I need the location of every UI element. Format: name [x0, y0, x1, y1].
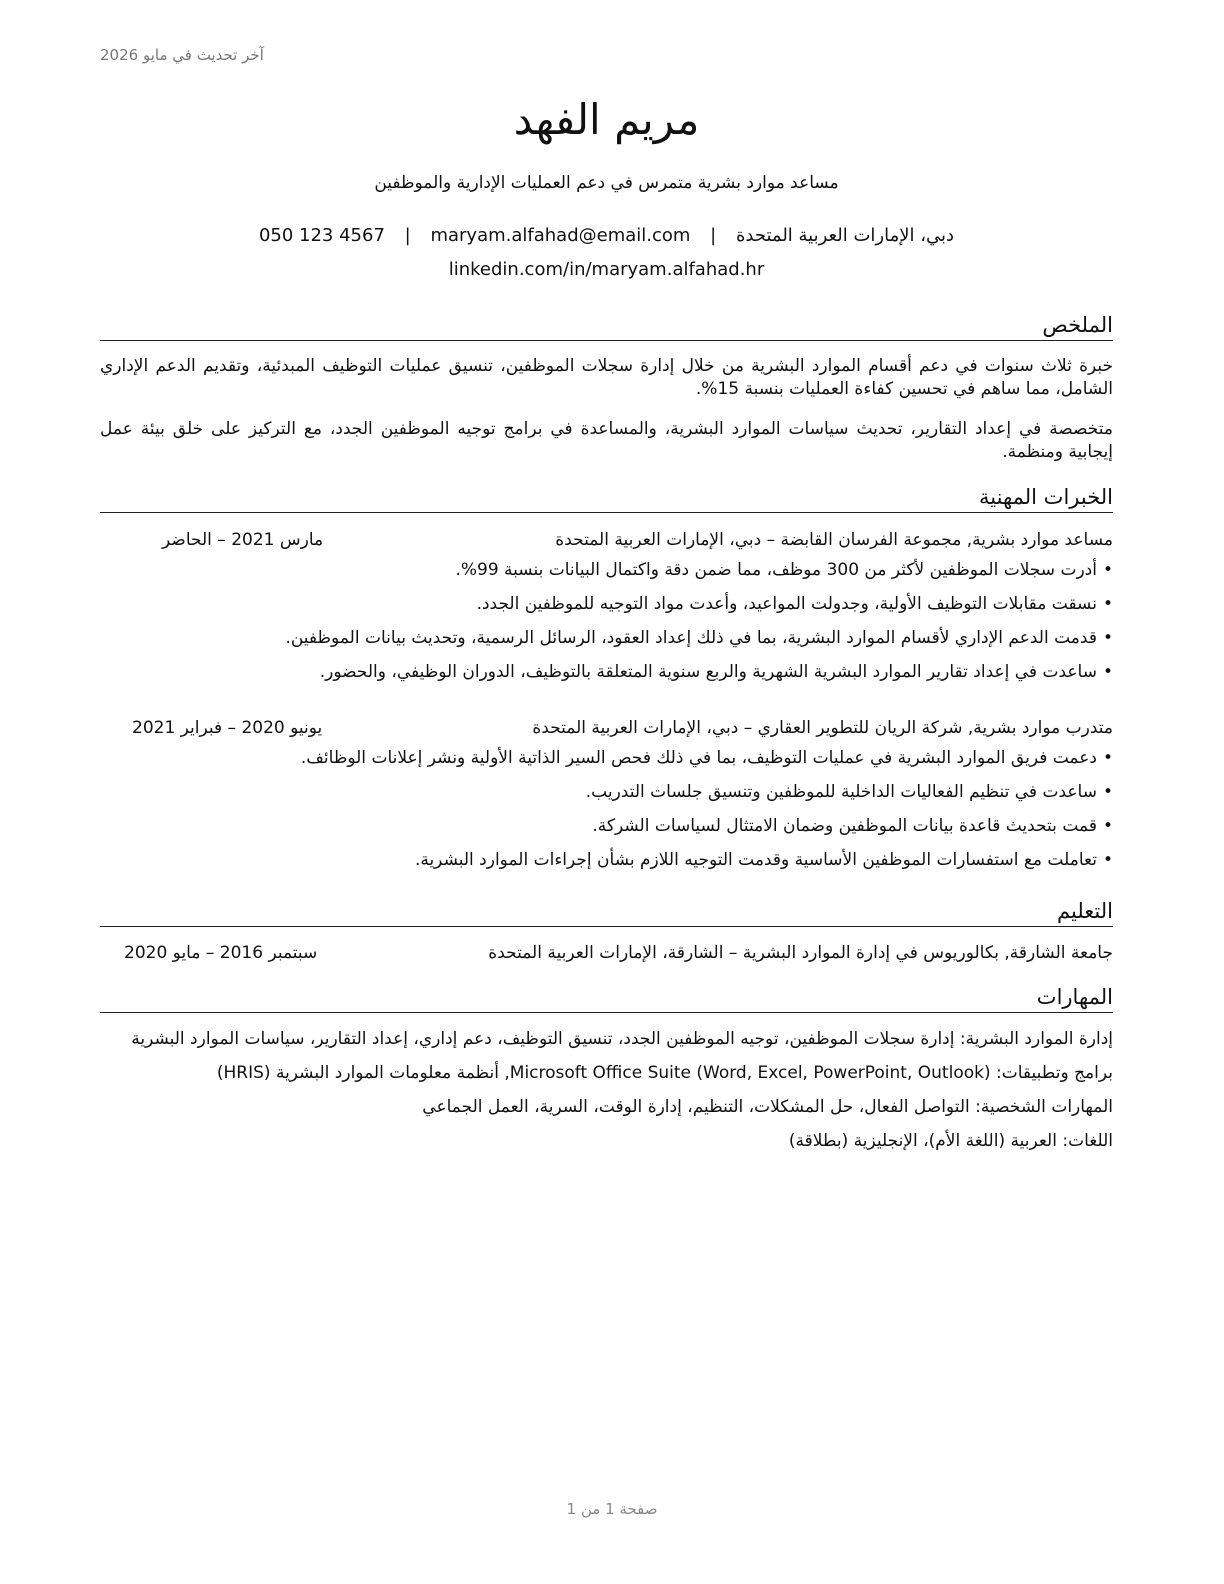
job-bullets [100, 557, 1113, 693]
job-bullets [100, 745, 1113, 881]
degree: جامعة الشارقة, بكالوريوس في إدارة الموارد البشرية – الشارقة، الإمارات العربية المتحدة [488, 943, 1113, 963]
skill-line: المهارات الشخصية: التواصل الفعال، حل المشكلات، التنظيم، إدارة الوقت، السرية، العمل الجماعي [422, 1097, 1113, 1117]
page-number: صفحة 1 من 1 [566, 1500, 658, 1518]
skill-line: إدارة الموارد البشرية: إدارة سجلات الموظفين، توجيه الموظفين الجدد، تنسيق التوظيف، دعم إداري، إعداد التقارير، سياسات الموارد البشرية [131, 1029, 1113, 1049]
section-title-skills: المهارات [100, 982, 1113, 1013]
section-title-experience: الخبرات المهنية [100, 482, 1113, 513]
education-date: سبتمبر 2016 – مايو 2020 [124, 943, 318, 963]
skill-line: اللغات: العربية (اللغة الأم)، الإنجليزية (بطلاقة) [788, 1131, 1113, 1151]
location: دبي، الإمارات العربية المتحدة [735, 225, 955, 246]
linkedin-link[interactable]: linkedin.com/in/maryam.alfahad.hr [448, 259, 765, 280]
skills-list [100, 1028, 1113, 1164]
education-entry [100, 940, 1113, 966]
skill-line: برامج وتطبيقات: Microsoft Office Suite (Word, Excel, PowerPoint, Outlook), أنظمة معلومات الموارد البشرية (HRIS) [216, 1063, 1113, 1083]
contact-separator: | [710, 225, 717, 246]
job-header [100, 527, 1113, 553]
candidate-tagline: مساعد موارد بشرية متمرس في دعم العمليات الإدارية والموظفين [374, 173, 839, 193]
summary-paragraph: متخصصة في إعداد التقارير، تحديث سياسات الموارد البشرية، والمساعدة في برامج توجيه الموظفين الجدد، مع التركيز على خلق بيئة عمل إيجابية ومنظمة. [100, 419, 1113, 462]
job-title: مساعد موارد بشرية, مجموعة الفرسان القابضة – دبي، الإمارات العربية المتحدة [555, 530, 1113, 550]
section-title-education: التعليم [100, 896, 1113, 927]
resume-page [100, 0, 1113, 1584]
list-item: • تعاملت مع استفسارات الموظفين الأساسية وقدمت التوجيه اللازم بشأن إجراءات الموارد البشرية. [100, 847, 1113, 881]
last-updated: آخر تحديث في مايو 2026 [100, 46, 264, 64]
phone[interactable]: 050 123 4567 [258, 225, 385, 246]
list-item: • قمت بتحديث قاعدة بيانات الموظفين وضمان الامتثال لسياسات الشركة. [100, 813, 1113, 847]
section-title-summary: الملخص [100, 310, 1113, 341]
job-title: متدرب موارد بشرية, شركة الريان للتطوير العقاري – دبي، الإمارات العربية المتحدة [532, 718, 1113, 738]
email[interactable]: maryam.alfahad@email.com [430, 225, 691, 246]
summary-paragraph: خبرة ثلاث سنوات في دعم أقسام الموارد البشرية من خلال إدارة سجلات الموظفين، تنسيق عمليات التوظيف المبدئية، وتقديم الدعم الإداري الشامل، مما ساهم في تحسين كفاءة العمليات بنسبة 15%. [100, 356, 1113, 399]
list-item: • أدرت سجلات الموظفين لأكثر من 300 موظف، مما ضمن دقة واكتمال البيانات بنسبة 99%. [100, 557, 1113, 591]
job-date: مارس 2021 – الحاضر [162, 530, 324, 550]
candidate-name: مريم الفهد [513, 95, 700, 144]
job-date: يونيو 2020 – فبراير 2021 [132, 718, 323, 738]
list-item: • ساعدت في تنظيم الفعاليات الداخلية للموظفين وتنسيق جلسات التدريب. [100, 779, 1113, 813]
contact-line [100, 222, 1113, 250]
list-item: • ساعدت في إعداد تقارير الموارد البشرية الشهرية والربع سنوية المتعلقة بالتوظيف، الدوران الوظيفي، والحضور. [100, 659, 1113, 693]
list-item: • دعمت فريق الموارد البشرية في عمليات التوظيف، بما في ذلك فحص السير الذاتية الأولية ونشر إعلانات الوظائف. [100, 745, 1113, 779]
contact-separator: | [404, 225, 411, 246]
list-item: • قدمت الدعم الإداري لأقسام الموارد البشرية، بما في ذلك إعداد العقود، الرسائل الرسمية، وتحديث بيانات الموظفين. [100, 625, 1113, 659]
list-item: • نسقت مقابلات التوظيف الأولية، وجدولت المواعيد، وأعدت مواد التوجيه للموظفين الجدد. [100, 591, 1113, 625]
job-header [100, 715, 1113, 741]
